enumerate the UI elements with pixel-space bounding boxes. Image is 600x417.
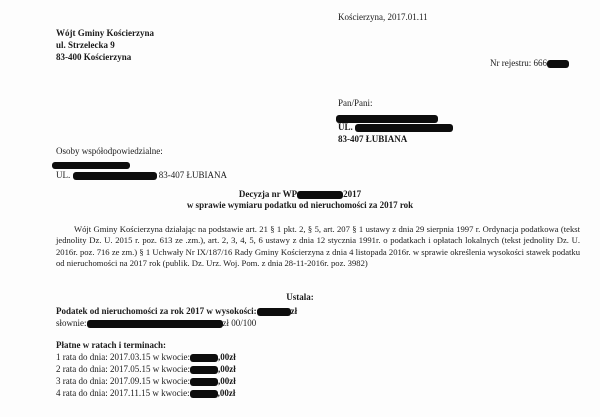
tax-label: Podatek od nieruchomości za rok 2017 w wysokości: (56, 306, 257, 316)
co-owners-label: Osoby współodpowiedzialne: (56, 146, 163, 156)
installment-suffix: ,00zł (217, 364, 236, 374)
sender-name: Wójt Gminy Kościerzyna (56, 28, 154, 38)
tax-words-line (56, 318, 256, 329)
tax-suffix: zł (290, 306, 298, 316)
redaction-mark (190, 390, 218, 398)
sender-postal: 83-400 Kościerzyna (56, 52, 132, 62)
decision-body: Wójt Gminy Kościerzyna działając na podstawie art. 21 § 1 pkt. 2, § 5, art. 207 § 1 ustawy z dnia 29 sierpnia 1997 r. Ordynacja podatkowa (tekst jednolity Dz. U. 2015 r. poz. 613 ze .zm.), art. 2, 3, 4, 5, 6 ustawy z dnia 12 stycznia 1991r. o podatkach i opłatach lokalnych (tekst jednolity Dz. U. 2016r. poz. 716 ze zm.) § 1 Uchwały Nr IX/187/16 Rady Gminy Kościerzyna z dnia 4 listopada 2016r. w sprawie określenia wysokości stawek podatku od nieruchomości na 2017 rok (publik. Dz. Urz. Woj. Pom. z dnia 28-11-2016r. poz. 3982) (56, 224, 580, 269)
redaction-mark (547, 60, 569, 68)
ruling-heading: Ustala: (286, 292, 314, 302)
redaction-mark (87, 320, 223, 328)
decision-title (150, 189, 450, 200)
installments-heading: Płatne w ratach i terminach: (56, 340, 166, 350)
installment-suffix: ,00zł (217, 388, 236, 398)
register-visible: 666 (533, 58, 547, 68)
decision-subtitle: w sprawie wymiaru podatku od nieruchomości za 2017 rok (186, 200, 414, 210)
installment-suffix: ,00zł (217, 352, 236, 362)
place-date: Kościerzyna, 2017.01.11 (338, 12, 428, 22)
recipient-street-prefix: UL. (338, 122, 353, 132)
redaction-mark (257, 308, 291, 316)
sender-street: ul. Strzelecka 9 (56, 40, 115, 50)
installment-row (56, 376, 236, 387)
redaction-mark (190, 354, 218, 362)
installment-label: 1 rata do dnia: 2017.03.15 w kwocie: (56, 352, 190, 362)
installment-label: 4 rata do dnia: 2017.11.15 w kwocie: (56, 388, 190, 398)
co-owners-street-prefix: UL. (56, 170, 71, 180)
installment-row (56, 364, 236, 375)
installment-label: 3 rata do dnia: 2017.09.15 w kwocie: (56, 376, 190, 386)
words-suffix: zł 00/100 (222, 318, 257, 328)
redaction-mark (52, 162, 130, 169)
installment-row (56, 352, 236, 363)
co-owners-address (56, 170, 227, 181)
co-owners-postal: 83-407 ŁUBIANA (158, 170, 227, 180)
redaction-mark (190, 378, 218, 386)
redaction-mark (355, 124, 453, 132)
installment-row (56, 388, 235, 399)
decision-title-suffix: 2017 (343, 189, 362, 199)
redaction-mark (297, 191, 343, 199)
register-label: Nr rejestru: (490, 58, 532, 68)
recipient-salutation: Pan/Pani: (338, 98, 373, 108)
tax-amount-line (56, 306, 297, 317)
recipient-postal: 83-407 ŁUBIANA (338, 134, 408, 144)
decision-title-prefix: Decyzja nr WP (238, 189, 298, 199)
redaction-mark (190, 366, 218, 374)
register-number (490, 58, 569, 69)
words-label: słownie: (56, 318, 87, 328)
recipient-street (338, 122, 453, 133)
redaction-mark (73, 172, 157, 180)
installment-suffix: ,00zł (217, 376, 236, 386)
installment-label: 2 rata do dnia: 2017.05.15 w kwocie: (56, 364, 190, 374)
